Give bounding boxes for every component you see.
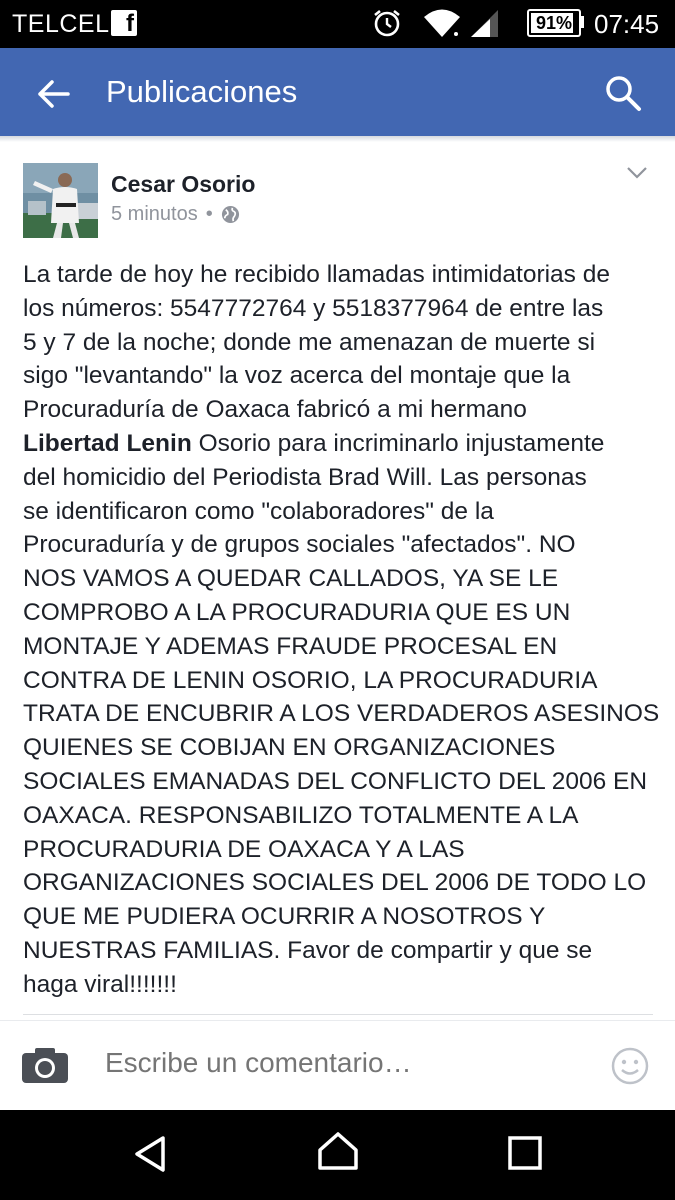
chevron-down-icon[interactable]	[626, 166, 648, 180]
clock: 07:45	[594, 9, 660, 39]
app-bar	[0, 48, 675, 136]
nav-home-icon[interactable]	[317, 1130, 359, 1172]
post-author[interactable]: Cesar Osorio	[111, 171, 256, 197]
signal-icon	[470, 8, 500, 38]
comment-input[interactable]	[105, 1047, 466, 1079]
back-arrow-icon[interactable]	[34, 74, 74, 114]
post-time[interactable]: 5 minutos	[111, 203, 198, 225]
search-icon[interactable]	[603, 74, 643, 114]
battery-icon	[527, 9, 581, 37]
meta-separator: •	[205, 203, 213, 225]
page-title: Publicaciones	[106, 74, 298, 109]
tagged-name[interactable]: Libertad Lenin	[23, 429, 192, 457]
post-text-part: Osorio para incriminarlo injustamente del homicidio del Periodista Brad Will. Las personas se identificaron como "colaboradores" de la Procuraduría y de grupos sociales "afectados". NO NOS VAMOS A QUEDAR CALLADOS, YA SE LE COMPROBO A LA PROCURADURIA QUE ES UN MONTAJE Y ADEMAS FRAUDE PROCESAL EN CONTRA DE LENIN OSORIO, LA PROCURADURIA TRATA DE ENCUBRIR A LOS VERDADEROS ASESINOS QUIENES SE COBIJAN EN ORGANIZACIONES SOCIALES EMANADAS DEL CONFLICTO DEL 2006 EN OAXACA. RESPONSABILIZO TOTALMENTE A LA PROCURADURIA DE OAXACA Y A LAS ORGANIZACIONES SOCIALES DEL 2006 DE TODO LO QUE ME PUDIERA OCURRIR A NOSOTROS Y NUESTRAS FAMILIAS. Favor de compartir y que se haga viral!!!!!!!	[23, 429, 660, 998]
divider	[23, 1014, 653, 1015]
battery-level: 91%	[535, 13, 573, 33]
comment-bar	[0, 1020, 675, 1110]
wifi-icon	[422, 8, 462, 38]
avatar[interactable]	[23, 163, 98, 238]
post-meta	[111, 203, 240, 226]
app-bar-shadow	[0, 136, 675, 142]
globe-icon	[221, 205, 240, 224]
post-header	[0, 150, 675, 250]
carrier-name: TELCEL	[12, 10, 110, 38]
navigation-bar	[0, 1110, 675, 1200]
post-text-part: La tarde de hoy he recibido llamadas intimidatorias de los números: 5547772764 y 5518377964 de entre las 5 y 7 de la noche; donde me amenazan de muerte si sigo "levantando" la voz acerca del montaje que la Procuraduría de Oaxaca fabricó a mi hermano	[23, 261, 610, 424]
post-text	[23, 258, 663, 1002]
facebook-icon: f	[111, 10, 137, 36]
nav-recent-icon[interactable]	[507, 1135, 543, 1171]
battery-nub	[580, 16, 584, 28]
status-bar	[0, 0, 675, 48]
nav-back-icon[interactable]	[131, 1134, 171, 1174]
camera-icon[interactable]	[20, 1045, 70, 1085]
alarm-icon	[372, 8, 402, 38]
smile-icon[interactable]	[610, 1046, 650, 1086]
